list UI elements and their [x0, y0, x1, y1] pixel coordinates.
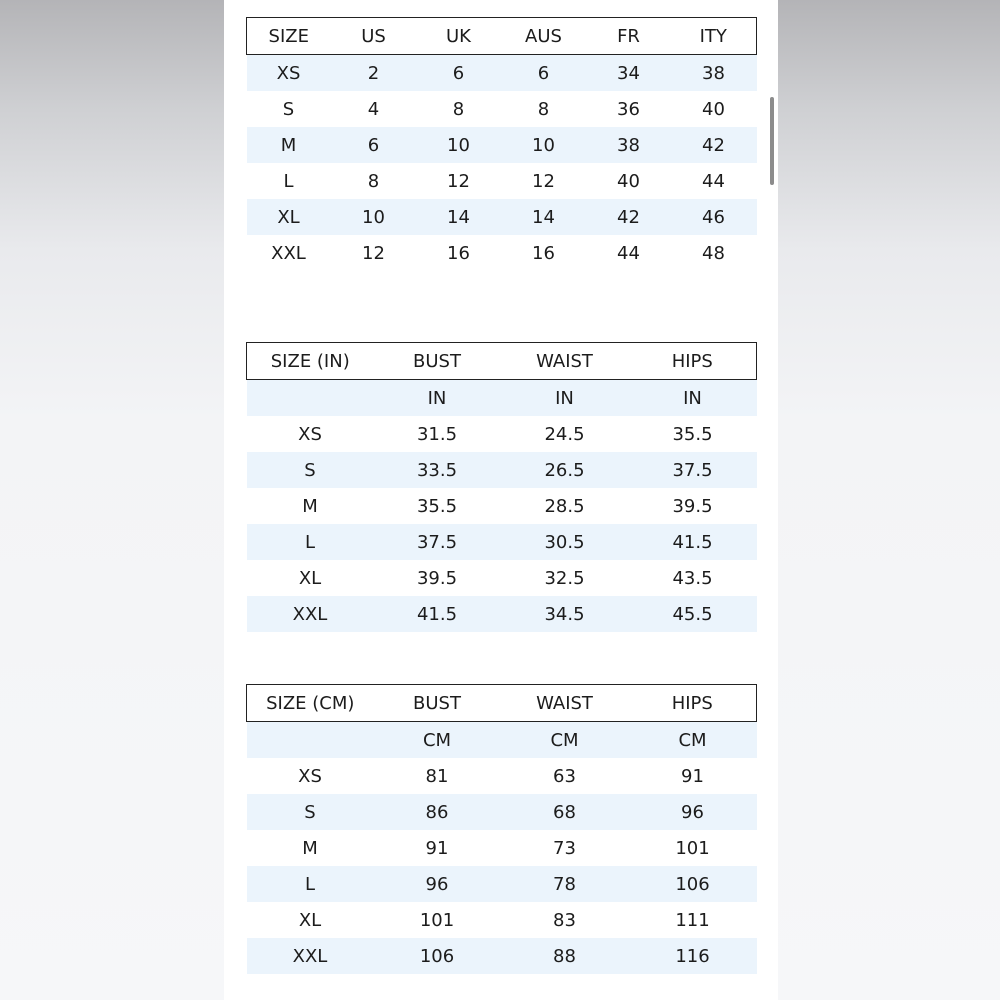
hips-cell: 43.5 — [672, 567, 713, 589]
fr-cell: 38 — [587, 127, 671, 163]
table-row — [247, 866, 757, 902]
fr-cell: 34 — [587, 55, 671, 92]
column-header-aus: AUS — [501, 18, 587, 55]
hips-cell: 91 — [681, 765, 704, 787]
unit-cell — [247, 722, 374, 759]
hips-cell: 35.5 — [672, 423, 713, 445]
column-header-size: SIZE (IN) — [247, 343, 374, 380]
table-row — [247, 758, 757, 794]
table-row — [247, 902, 757, 938]
aus-cell: 14 — [501, 199, 587, 235]
scrollbar-thumb[interactable] — [770, 97, 774, 185]
size-cell: M — [302, 495, 318, 517]
ity-cell: 40 — [702, 98, 725, 120]
table-row — [247, 127, 757, 163]
uk-cell: 10 — [417, 127, 501, 163]
table-row — [247, 235, 757, 271]
fr-cell: 40 — [617, 170, 640, 192]
size-cell: XS — [247, 55, 331, 92]
column-header-us: US — [331, 18, 417, 55]
waist-cell: 26.5 — [501, 452, 629, 488]
waist-cell: 83 — [553, 909, 576, 931]
unit-cell: IN — [629, 380, 757, 417]
international-size-chart — [246, 17, 757, 271]
waist-cell: 73 — [553, 837, 576, 859]
hips-cell: 45.5 — [629, 596, 757, 632]
size-cell: XS — [298, 765, 322, 787]
ity-cell: 48 — [702, 242, 725, 264]
column-header-bust: BUST — [374, 685, 501, 722]
bust-cell: 81 — [425, 765, 449, 787]
aus-cell: 6 — [501, 55, 587, 92]
size-cell: XL — [247, 199, 331, 235]
bust-cell: 37.5 — [374, 524, 501, 560]
unit-cell: IN — [374, 380, 501, 417]
table-row — [247, 91, 757, 127]
hips-cell: 111 — [675, 909, 710, 931]
table-row — [247, 199, 757, 235]
column-header-hips: HIPS — [629, 685, 757, 722]
column-header-waist: WAIST — [501, 343, 629, 380]
fr-cell: 42 — [587, 199, 671, 235]
units-row — [247, 722, 757, 759]
bust-cell: 96 — [374, 866, 501, 902]
hips-cell: 106 — [629, 866, 757, 902]
size-cell: XXL — [247, 596, 374, 632]
waist-cell: 78 — [501, 866, 629, 902]
bust-cell: 31.5 — [416, 423, 458, 445]
table-row — [247, 55, 757, 92]
table-row — [247, 794, 757, 830]
table-header-row — [247, 685, 757, 722]
size-cell: M — [302, 837, 318, 859]
size-cell: XS — [298, 423, 322, 445]
units-row — [247, 380, 757, 417]
aus-cell: 16 — [532, 242, 555, 264]
waist-cell: 30.5 — [501, 524, 629, 560]
inches-measurement-chart — [246, 342, 757, 632]
bust-cell: 39.5 — [416, 567, 458, 589]
us-cell: 12 — [362, 242, 385, 264]
waist-cell: 63 — [553, 765, 576, 787]
bust-cell: 91 — [425, 837, 449, 859]
column-header-hips: HIPS — [629, 343, 757, 380]
unit-cell: CM — [629, 722, 757, 759]
column-header-ity: ITY — [671, 18, 757, 55]
unit-cell: IN — [501, 380, 629, 417]
us-cell: 6 — [331, 127, 417, 163]
hips-cell: 37.5 — [629, 452, 757, 488]
centimeters-measurement-chart — [246, 684, 757, 974]
size-cell: L — [247, 524, 374, 560]
table-row — [247, 560, 757, 596]
uk-cell: 6 — [417, 55, 501, 92]
size-cell: M — [247, 127, 331, 163]
hips-cell: 96 — [629, 794, 757, 830]
uk-cell: 8 — [452, 98, 465, 120]
table-row — [247, 416, 757, 452]
hips-cell: 101 — [675, 837, 710, 859]
table-row — [247, 830, 757, 866]
table-row — [247, 524, 757, 560]
column-header-uk: UK — [417, 18, 501, 55]
table-row — [247, 596, 757, 632]
us-cell: 4 — [367, 98, 380, 120]
us-cell: 2 — [331, 55, 417, 92]
bust-cell: 41.5 — [374, 596, 501, 632]
waist-cell: 34.5 — [501, 596, 629, 632]
unit-cell: CM — [501, 722, 629, 759]
fr-cell: 44 — [617, 242, 640, 264]
size-cell: S — [247, 452, 374, 488]
size-cell: XXL — [271, 242, 306, 264]
size-cell: XL — [298, 909, 322, 931]
table-row — [247, 488, 757, 524]
aus-cell: 12 — [532, 170, 555, 192]
table-row — [247, 452, 757, 488]
uk-cell: 16 — [447, 242, 470, 264]
waist-cell: 68 — [501, 794, 629, 830]
table-header-row — [247, 18, 757, 55]
ity-cell: 44 — [702, 170, 725, 192]
column-header-waist: WAIST — [501, 685, 629, 722]
uk-cell: 14 — [417, 199, 501, 235]
table-row — [247, 163, 757, 199]
ity-cell: 46 — [671, 199, 757, 235]
bust-cell: 35.5 — [416, 495, 458, 517]
column-header-fr: FR — [587, 18, 671, 55]
size-cell: S — [247, 794, 374, 830]
us-cell: 8 — [367, 170, 380, 192]
bust-cell: 86 — [374, 794, 501, 830]
size-cell: S — [282, 98, 295, 120]
aus-cell: 10 — [501, 127, 587, 163]
waist-cell: 32.5 — [544, 567, 585, 589]
us-cell: 10 — [331, 199, 417, 235]
bust-cell: 33.5 — [374, 452, 501, 488]
column-header-size: SIZE (CM) — [247, 685, 374, 722]
table-header-row — [247, 343, 757, 380]
waist-cell: 88 — [501, 938, 629, 974]
size-cell: XXL — [247, 938, 374, 974]
hips-cell: 41.5 — [629, 524, 757, 560]
column-header-size: SIZE — [247, 18, 331, 55]
unit-cell: CM — [374, 722, 501, 759]
table-row — [247, 938, 757, 974]
bust-cell: 106 — [374, 938, 501, 974]
aus-cell: 8 — [537, 98, 550, 120]
ity-cell: 42 — [671, 127, 757, 163]
column-header-bust: BUST — [374, 343, 501, 380]
unit-cell — [247, 380, 374, 417]
waist-cell: 28.5 — [544, 495, 585, 517]
size-cell: L — [247, 866, 374, 902]
size-cell: L — [283, 170, 294, 192]
uk-cell: 12 — [447, 170, 470, 192]
size-cell: XL — [298, 567, 322, 589]
ity-cell: 38 — [671, 55, 757, 92]
bust-cell: 101 — [419, 909, 455, 931]
fr-cell: 36 — [617, 98, 640, 120]
hips-cell: 116 — [629, 938, 757, 974]
hips-cell: 39.5 — [672, 495, 713, 517]
waist-cell: 24.5 — [544, 423, 585, 445]
